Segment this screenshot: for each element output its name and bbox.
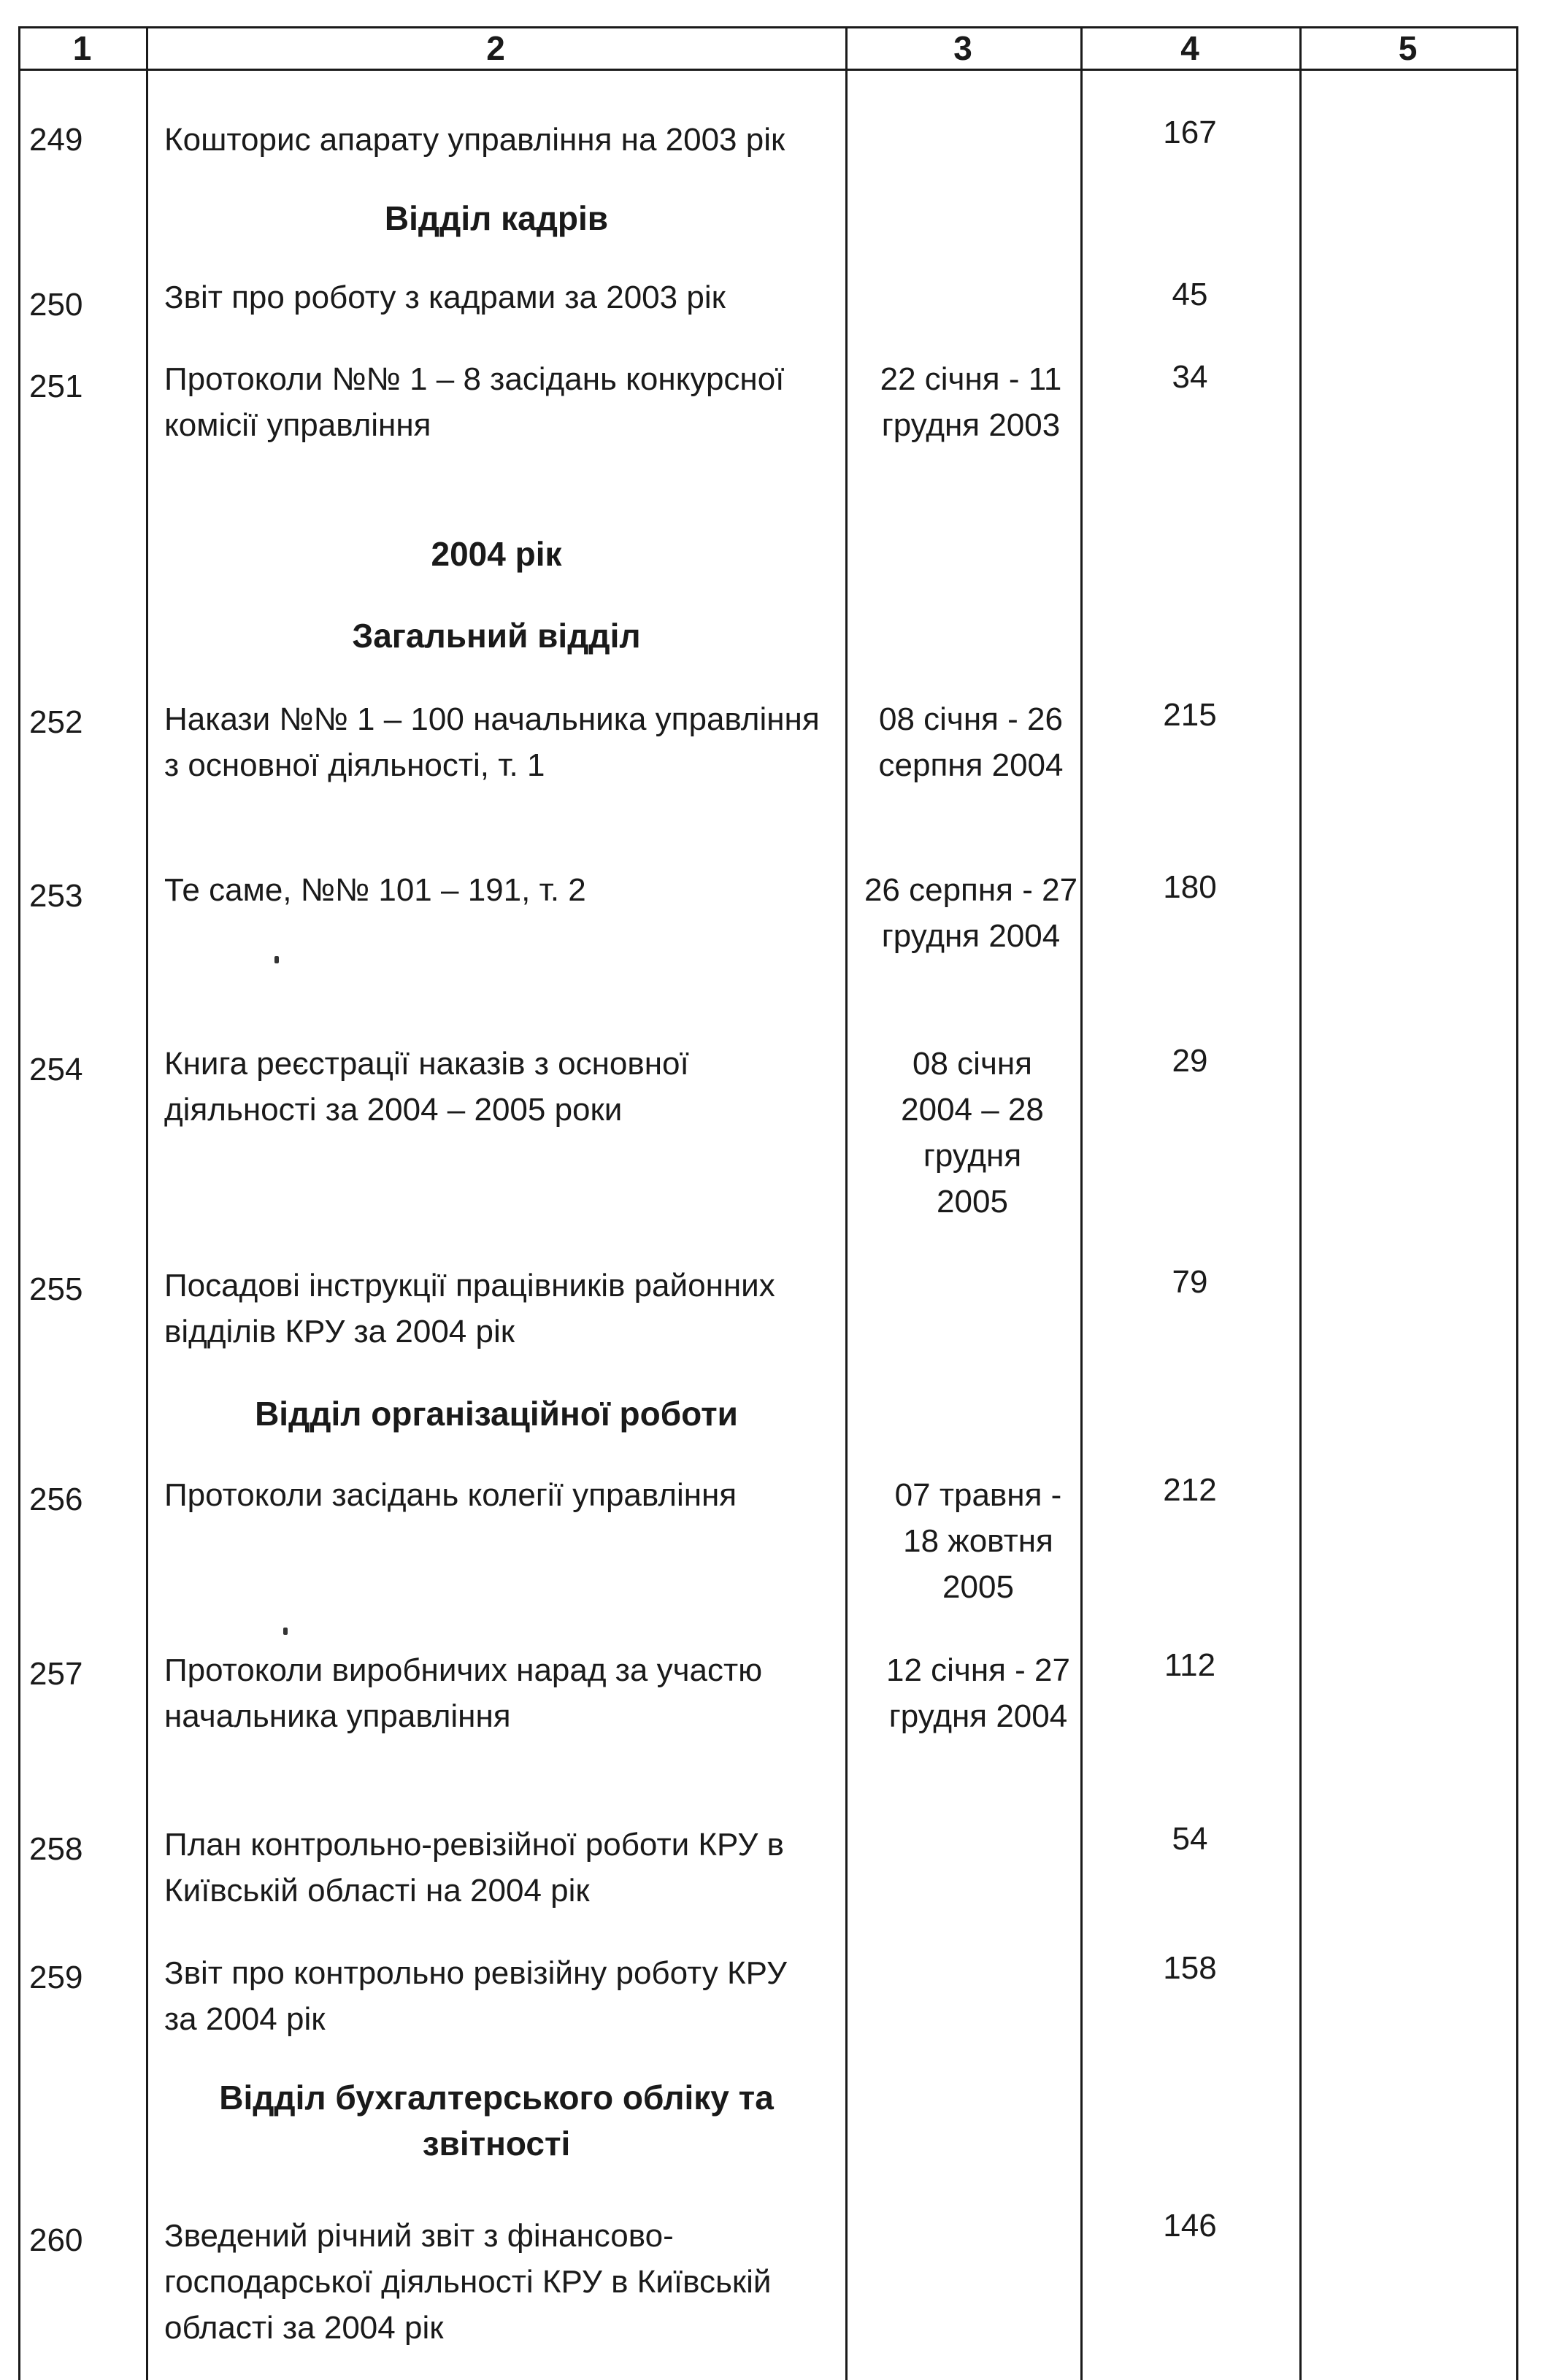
row-259-title: Звіт про контрольно ревізійну роботу КРУ за 2004 рік [164, 1955, 787, 2037]
row-250-number: 250 [29, 287, 83, 323]
row-259-sheets: 158 [1163, 1950, 1217, 1986]
row-256-number: 256 [29, 1482, 83, 1517]
header-col-3: 3 [953, 29, 972, 67]
col-divider-5 [1299, 26, 1302, 2380]
row-253-title: Те саме, №№ 101 – 191, т. 2 [164, 872, 586, 908]
row-253-number: 253 [29, 878, 83, 914]
scan-speck [274, 956, 279, 963]
col-divider-1 [18, 26, 20, 2380]
row-249-number: 249 [29, 122, 83, 158]
row-251-title: Протоколи №№ 1 – 8 засідань конкурсної комісії управління [164, 361, 785, 443]
row-254-dates: 08 січня 2004 – 28 грудня 2005 [901, 1046, 1044, 1220]
section-organizational: Відділ організаційної роботи [255, 1395, 738, 1433]
row-258-title: План контрольно-ревізійної роботи КРУ в Київській області на 2004 рік [164, 1827, 784, 1909]
header-col-1: 1 [72, 29, 92, 67]
col-divider-2 [146, 26, 148, 2380]
row-250-sheets: 45 [1172, 277, 1208, 312]
row-251-number: 251 [29, 369, 83, 404]
table-top-border [18, 26, 1518, 28]
row-251-dates: 22 січня - 11 грудня 2003 [880, 361, 1062, 443]
row-256-dates: 07 травня - 18 жовтня 2005 [894, 1477, 1062, 1605]
row-257-number: 257 [29, 1656, 83, 1692]
row-251-sheets: 34 [1172, 359, 1208, 395]
row-258-number: 258 [29, 1831, 83, 1867]
row-260-sheets: 146 [1163, 2208, 1217, 2244]
col-divider-3 [845, 26, 848, 2380]
header-col-2: 2 [486, 29, 505, 67]
row-260-title: Зведений річний звіт з фінансово-господарської діяльності КРУ в Київській області за 2004 рік [164, 2218, 772, 2346]
row-260-number: 260 [29, 2222, 83, 2258]
row-252-sheets: 215 [1163, 697, 1217, 733]
header-col-4: 4 [1180, 29, 1199, 67]
row-257-title: Протоколи виробничих нарад за участю начальника управління [164, 1652, 763, 1734]
section-accounting: Відділ бухгалтерського обліку та звітності [219, 2079, 774, 2163]
row-255-number: 255 [29, 1271, 83, 1307]
row-257-sheets: 112 [1164, 1647, 1216, 1683]
header-col-5: 5 [1398, 29, 1418, 67]
row-257-dates: 12 січня - 27 грудня 2004 [885, 1652, 1071, 1734]
section-personnel: Відділ кадрів [384, 199, 609, 237]
row-255-sheets: 79 [1172, 1264, 1208, 1300]
row-249-title: Кошторис апарату управління на 2003 рік [164, 122, 785, 158]
row-254-title: Книга реєстрації наказів з основної діяльності за 2004 – 2005 роки [164, 1046, 689, 1128]
row-258-sheets: 54 [1172, 1821, 1208, 1857]
row-254-number: 254 [29, 1052, 83, 1087]
row-250-title: Звіт про роботу з кадрами за 2003 рік [164, 280, 726, 315]
scan-speck [283, 1628, 288, 1635]
row-252-dates: 08 січня - 26 серпня 2004 [878, 701, 1064, 783]
header-bottom-border [18, 69, 1518, 71]
row-249-sheets: 167 [1163, 115, 1217, 150]
section-general: Загальний відділ [352, 617, 641, 655]
row-259-number: 259 [29, 1960, 83, 1995]
row-253-sheets: 180 [1163, 869, 1217, 905]
section-year-2004: 2004 рік [431, 535, 562, 573]
row-252-title: Накази №№ 1 – 100 начальника управління з основної діяльності, т. 1 [164, 701, 820, 783]
row-252-number: 252 [29, 704, 83, 740]
row-255-title: Посадові інструкції працівників районних відділів КРУ за 2004 рік [164, 1268, 775, 1349]
row-254-sheets: 29 [1172, 1043, 1208, 1079]
row-256-sheets: 212 [1163, 1472, 1217, 1508]
row-253-dates: 26 серпня - 27 грудня 2004 [864, 872, 1078, 954]
row-256-title: Протоколи засідань колегії управління [164, 1477, 737, 1513]
col-divider-6 [1516, 26, 1518, 2380]
